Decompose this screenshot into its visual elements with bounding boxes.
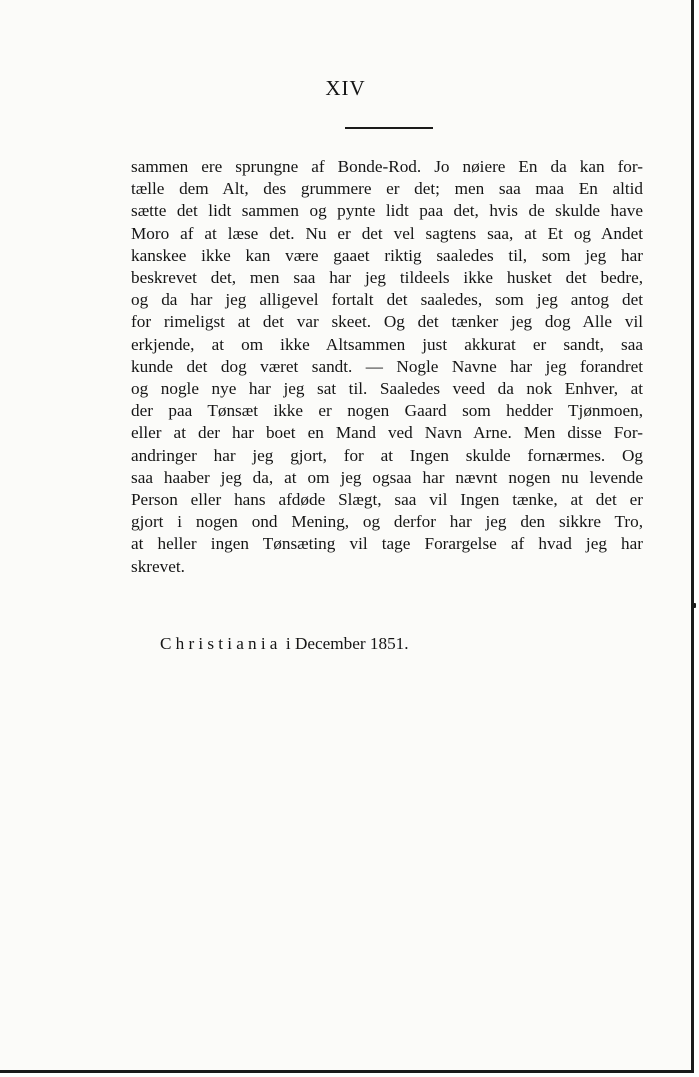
margin-mark xyxy=(692,603,696,608)
text-line: kunde det dog været sandt. — Nogle Navne har jeg forandret xyxy=(131,356,643,376)
place-name: Christiania xyxy=(160,634,282,653)
text-line: tælle dem Alt, des grummere er det; men saa maa En altid xyxy=(131,179,643,199)
text-line: andringer har jeg gjort, for at Ingen skulde fornærmes. Og xyxy=(131,445,643,465)
place-and-date xyxy=(160,634,409,654)
text-line: og nogle nye har jeg sat til. Saaledes veed da nok Enhver, at xyxy=(131,379,643,399)
text-line: Person eller hans afdøde Slægt, saa vil Ingen tænke, at det er xyxy=(131,490,643,510)
body-paragraph xyxy=(131,156,643,578)
date-text: i December 1851. xyxy=(285,634,409,653)
text-line: at heller ingen Tønsæting vil tage Forargelse af hvad jeg har xyxy=(131,534,643,554)
page-number: XIV xyxy=(325,76,366,100)
title-rule xyxy=(345,127,433,129)
text-line: saa haaber jeg da, at om jeg ogsaa har nævnt nogen nu levende xyxy=(131,467,643,487)
text-line: beskrevet det, men saa har jeg tildeels ikke husket det bedre, xyxy=(131,268,643,288)
text-line: sætte det lidt sammen og pynte lidt paa det, hvis de skulde have xyxy=(131,201,643,221)
text-line: og da har jeg alligevel fortalt det saaledes, som jeg antog det xyxy=(131,290,643,310)
text-line: eller at der har boet en Mand ved Navn Arne. Men disse For- xyxy=(131,423,643,443)
text-line: for rimeligst at det var skeet. Og det tænker jeg dog Alle vil xyxy=(131,312,643,332)
text-line: kanskee ikke kan være gaaet riktig saaledes til, som jeg har xyxy=(131,245,643,265)
text-line: Moro af at læse det. Nu er det vel sagtens saa, at Et og Andet xyxy=(131,223,643,243)
text-line: erkjende, at om ikke Altsammen just akkurat er sandt, saa xyxy=(131,334,643,354)
text-line: skrevet. xyxy=(131,556,185,576)
text-line: gjort i nogen ond Mening, og derfor har jeg den sikkre Tro, xyxy=(131,512,643,532)
text-line: der paa Tønsæt ikke er nogen Gaard som hedder Tjønmoen, xyxy=(131,401,643,421)
text-line: sammen ere sprungne af Bonde-Rod. Jo nøiere En da kan for- xyxy=(131,157,643,176)
